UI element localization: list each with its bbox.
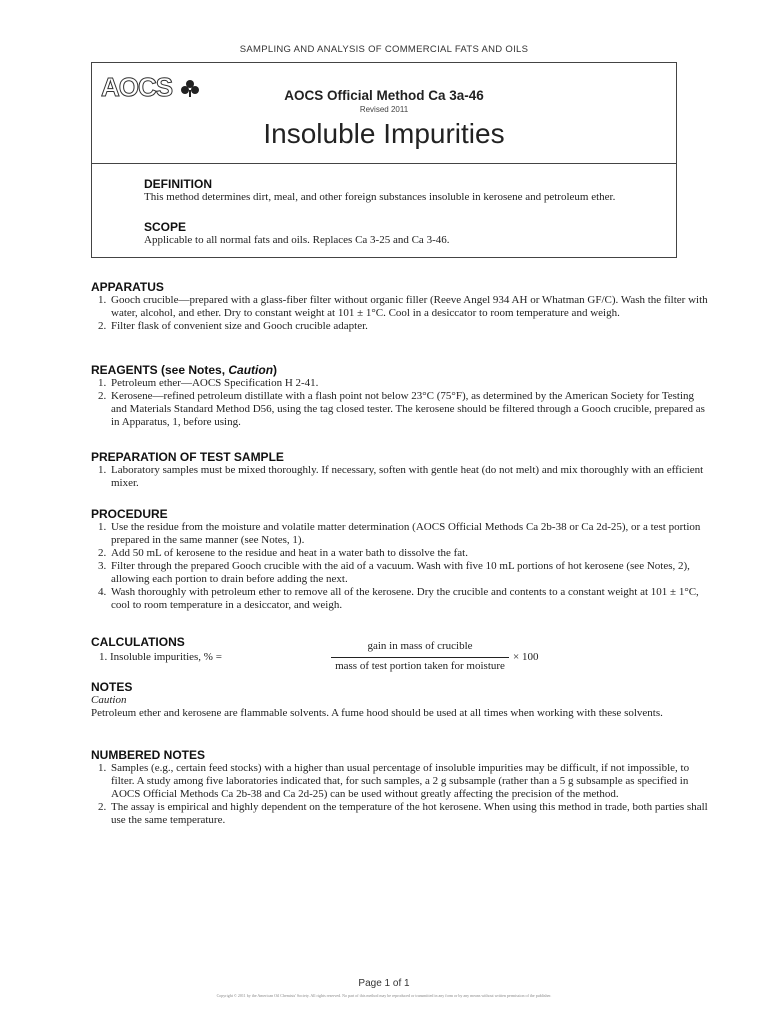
calculations-section bbox=[91, 635, 711, 677]
procedure-item: 2. Add 50 mL of kerosene to the residue and heat in a water bath to dissolve the fat. bbox=[109, 547, 711, 560]
caution-label: Caution bbox=[91, 694, 127, 706]
calculations-heading: CALCULATIONS bbox=[91, 635, 185, 649]
apparatus-section bbox=[91, 280, 711, 333]
scope-text: Applicable to all normal fats and oils. Replaces Ca 3-25 and Ca 3-46. bbox=[144, 234, 450, 246]
scope-section bbox=[144, 220, 646, 247]
method-number: AOCS Official Method Ca 3a-46 bbox=[284, 88, 484, 103]
box-divider bbox=[92, 163, 676, 164]
page-number: Page 1 of 1 bbox=[358, 978, 410, 989]
formula-denominator: mass of test portion taken for moisture bbox=[335, 660, 505, 672]
logo-text: AOCS bbox=[101, 72, 173, 102]
definition-section bbox=[144, 177, 646, 204]
preparation-section bbox=[91, 450, 711, 490]
method-header-box bbox=[91, 62, 677, 258]
procedure-item: 3. Filter through the prepared Gooch crucible with the aid of a vacuum. Wash with five 10 mL portions of hot kerosene (see Notes, 2), allowing each portion to drain before adding the next. bbox=[109, 560, 711, 586]
reagents-heading: REAGENTS (see Notes, Caution) bbox=[91, 363, 278, 377]
formula-numerator: gain in mass of crucible bbox=[367, 640, 473, 652]
revised-date: Revised 2011 bbox=[359, 105, 409, 114]
apparatus-item: 1. Gooch crucible—prepared with a glass-fiber filter without organic filler (Reeve Angel 934 AH or Whatman GF/C). Wash the filter with water, alcohol, and ether. Dry to constant weight at 101 ± 1°C. Cool in a desiccator to room temperature and weigh. bbox=[109, 294, 711, 320]
procedure-heading: PROCEDURE bbox=[91, 507, 168, 521]
notes-heading: NOTES bbox=[91, 680, 133, 694]
apparatus-item: 2. Filter flask of convenient size and Gooch crucible adapter. bbox=[109, 320, 711, 333]
numbered-note-item: 2. The assay is empirical and highly dependent on the temperature of the hot kerosene. When using this method in trade, both parties shall use the same temperature. bbox=[109, 801, 711, 827]
scope-heading: SCOPE bbox=[144, 220, 187, 234]
notes-text: Petroleum ether and kerosene are flammable solvents. A fume hood should be used at all times when working with these solvents. bbox=[91, 707, 663, 719]
procedure-item: 4. Wash thoroughly with petroleum ether to remove all of the kerosene. Dry the crucible and contents to a constant weight at 101 ± 1°C, cool to room temperature in a desiccator, and weigh. bbox=[109, 586, 711, 612]
preparation-item: 1. Laboratory samples must be mixed thoroughly. If necessary, soften with gentle heat (do not melt) and mix thoroughly with an efficient mixer. bbox=[109, 464, 711, 490]
running-header: SAMPLING AND ANALYSIS OF COMMERCIAL FATS AND OILS bbox=[239, 44, 529, 55]
numbered-notes-section bbox=[91, 748, 711, 827]
procedure-item: 1. Use the residue from the moisture and volatile matter determination (AOCS Official Methods Ca 2b-38 or Ca 2d-25), or a test portion prepared in the same manner (see Notes, 1). bbox=[109, 521, 711, 547]
definition-text: This method determines dirt, meal, and other foreign substances insoluble in kerosene and petroleum ether. bbox=[144, 191, 616, 203]
procedure-section bbox=[91, 507, 711, 612]
notes-section bbox=[91, 680, 711, 720]
formula-multiplier: × 100 bbox=[513, 651, 539, 663]
reagents-section bbox=[91, 363, 711, 429]
numbered-notes-heading: NUMBERED NOTES bbox=[91, 748, 206, 762]
definition-heading: DEFINITION bbox=[144, 177, 212, 191]
numbered-note-item: 1. Samples (e.g., certain feed stocks) with a higher than usual percentage of insoluble impurities may be difficult, if not impossible, to filter. A study among five laboratories indicated that, for such samples, a 2 g subsample (rather than a 5 g subsample as specified in AOCS Official Methods Ca 2b-38 and Ca 2d-25) can be used without greatly affecting the precision of the method. bbox=[109, 762, 711, 801]
formula-label: 1. Insoluble impurities, % = bbox=[99, 651, 222, 663]
reagent-item: 2. Kerosene—refined petroleum distillate with a flash point not below 23°C (75°F), as determined by the American Society for Testing and Materials Standard Method D56, using the tag closed tester. The kerosene should be filtered through a Gooch crucible, prepared as in Apparatus, 1, before using. bbox=[109, 390, 711, 429]
apparatus-heading: APPARATUS bbox=[91, 280, 164, 294]
reagent-item: 1. Petroleum ether—AOCS Specification H 2-41. bbox=[109, 377, 711, 390]
copyright-notice: Copyright © 2011 by the American Oil Chemists' Society. All rights reserved. No part of this method may be reproduced or transmitted in any form or by any means without written permission of the publisher. bbox=[216, 993, 552, 998]
page-title: Insoluble Impurities bbox=[263, 118, 505, 149]
preparation-heading: PREPARATION OF TEST SAMPLE bbox=[91, 450, 284, 464]
fraction-bar bbox=[331, 657, 509, 658]
